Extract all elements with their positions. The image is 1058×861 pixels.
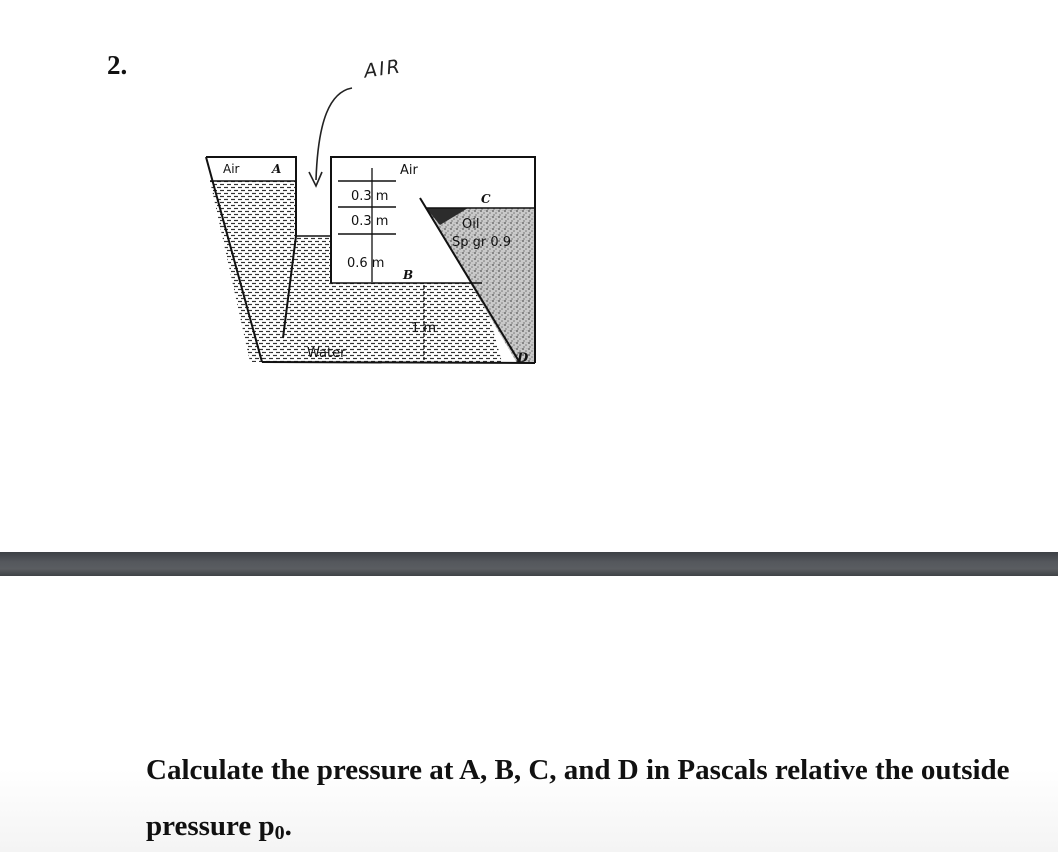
question-main: Calculate the pressure at A, B, C, and D in Pascals relative the outside pressure p <box>146 754 1010 842</box>
middle-tube-water <box>296 236 331 283</box>
label-point-a: A <box>272 162 282 176</box>
problem-number: 2. <box>107 50 128 80</box>
page-divider <box>0 552 1058 576</box>
label-point-c: C <box>481 192 491 206</box>
label-water: Water <box>307 346 346 361</box>
label-oil-sg: Sp gr 0.9 <box>452 235 512 250</box>
label-dim-1: 0.3 m <box>351 189 389 204</box>
bottom-wall <box>262 362 535 363</box>
annotation-arrow <box>316 88 352 180</box>
label-point-d: D <box>517 351 529 366</box>
left-tank-air <box>206 157 296 181</box>
handwritten-annotation: AIR <box>362 55 404 83</box>
question-end: . <box>284 810 292 842</box>
label-oil: Oil <box>462 217 480 232</box>
question-text <box>146 742 1026 861</box>
label-air-top: Air <box>400 163 418 178</box>
label-dim-4: 1 m <box>411 321 437 336</box>
label-air-left: Air <box>223 162 240 176</box>
label-dim-3: 0.6 m <box>347 256 385 271</box>
question-subscript: 0 <box>274 822 285 844</box>
label-dim-2: 0.3 m <box>351 214 389 229</box>
label-point-b: B <box>403 268 414 282</box>
